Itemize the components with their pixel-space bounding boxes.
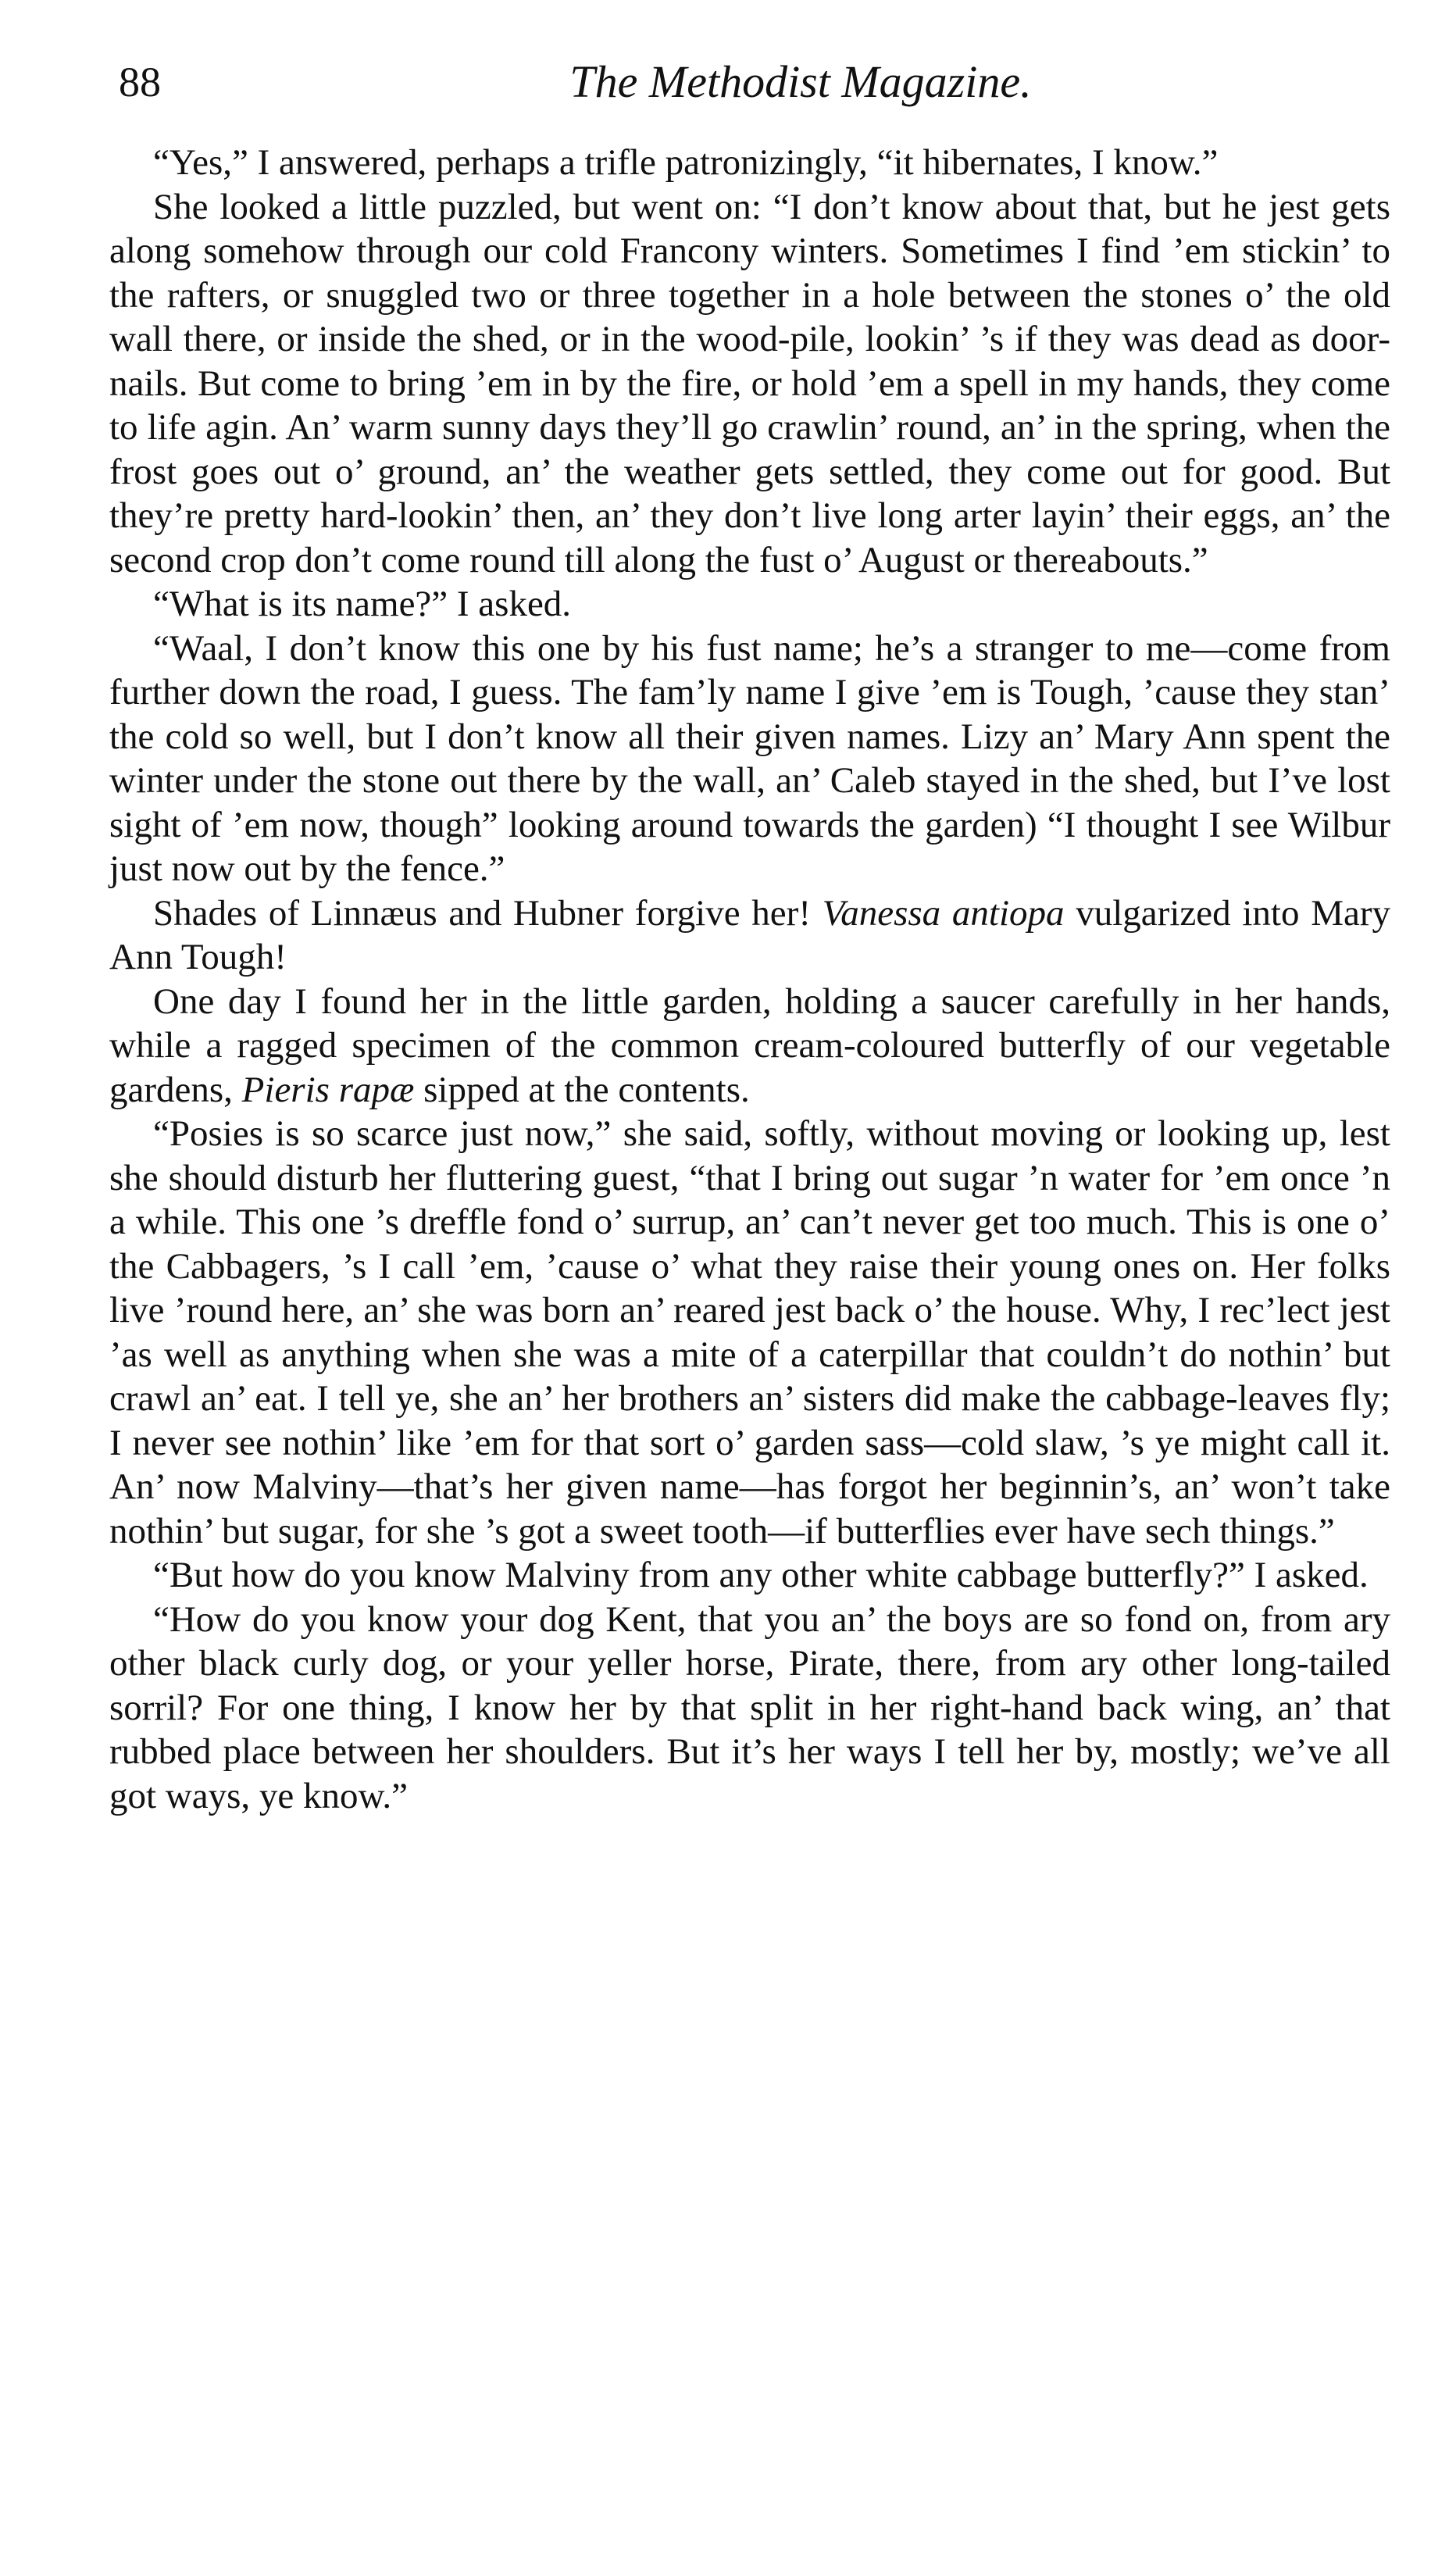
species-name-pieris: Pieris rapæ [241,1069,415,1110]
paragraph-fust-name: “Waal, I don’t know this one by his fust name; he’s a stranger to me—come from further down the road, I guess. The fam’ly name I give ’em is Tough, ’cause they stan’ the cold so well, but I don’t know all their given names. Lizy an’ Mary Ann spent the winter under the stone out there by the wall, an’ Caleb stayed in the shed, but I’ve lost sight of ’em now, though” looking around towards the garden) “I thought I see Wilbur just now out by the fence.” [109,627,1390,889]
paragraph-posies-scarce: “Posies is so scarce just now,” she said, softly, without moving or looking up, lest she should disturb her fluttering guest, “that I bring out sugar ’n water for ’em once ’n a while. This one ’s dreffle fond o’ surrup, an’ can’t never get too much. This is one o’ the Cabbagers, ’s I call ’em, ’cause o’ what they raise their young ones on. Her folks live ’round here, an’ she was born an’ reared jest back o’ the house. Why, I rec’lect jest ’as well as anything when she was a mite of a caterpillar that couldn’t do nothin’ but crawl an’ eat. I tell ye, she an’ her brothers an’ sisters did make the cabbage-leaves fly; I never see nothin’ like ’em for that sort o’ garden sass—cold slaw, ’s ye might call it. An’ now Malviny—that’s her given name—has forgot her beginnin’s, an’ won’t take nothin’ but sugar, for she ’s got a sweet tooth—if butterflies ever have sech things.” [109,1113,1390,1552]
article-body [109,141,1390,1818]
paragraph-francony-winters: She looked a little puzzled, but went on: “I don’t know about that, but he jest gets along somehow through our cold Francony winters. Sometimes I find ’em stickin’ to the rafters, or snuggled two or three together in a hole between the stones o’ the old wall there, or inside the shed, or in the wood-pile, lookin’ ’s if they was dead as door-nails. But come to bring ’em in by the fire, or hold ’em a spell in my hands, they come to life agin. An’ warm sunny days they’ll go crawlin’ round, an’ in the spring, when the frost goes out o’ ground, an’ the weather gets settled, they come out for good. But they’re pretty hard-lookin’ then, an’ they don’t live long arter layin’ their eggs, an’ the second crop don’t come round till along the fust o’ August or thereabouts.” [109,186,1390,580]
paragraph-little-garden [109,980,1390,1112]
species-name-vanessa: Vanessa antiopa [822,892,1065,934]
page-header [109,47,1390,117]
running-title: The Methodist Magazine. [569,56,1032,107]
paragraph-shades-of-linnaeus [109,891,1390,980]
paragraph-dog-kent: “How do you know your dog Kent, that you an’ the boys are so fond on, from ary other black curly dog, or your yeller horse, Pirate, there, from ary other long-tailed sorril? For one thing, I know her by that split in her right-hand back wing, an’ that rubbed place between her shoulders. But it’s her ways I tell her by, mostly; we’ve all got ways, ye know.” [109,1598,1390,1816]
paragraph-what-is-its-name: “What is its name?” I asked. [153,584,572,624]
page-number: 88 [119,59,161,105]
text-run: Shades of Linnæus and Hubner forgive her! [153,892,823,934]
text-run: sipped at the contents. [414,1069,750,1110]
paragraph-how-do-you-know: “But how do you know Malviny from any other white cabbage butterfly?” I asked. [153,1555,1369,1595]
text-run: One day I found her in the little garden, holding a saucer carefully in her hands, while a ragged specimen of the common cream-coloured butterfly of our vegetable gardens, [109,980,1390,1110]
paragraph-hibernates: “Yes,” I answered, perhaps a trifle patronizingly, “it hibernates, I know.” [153,142,1219,183]
text-run: vulgarized into Mary Ann Tough! [109,892,1390,977]
